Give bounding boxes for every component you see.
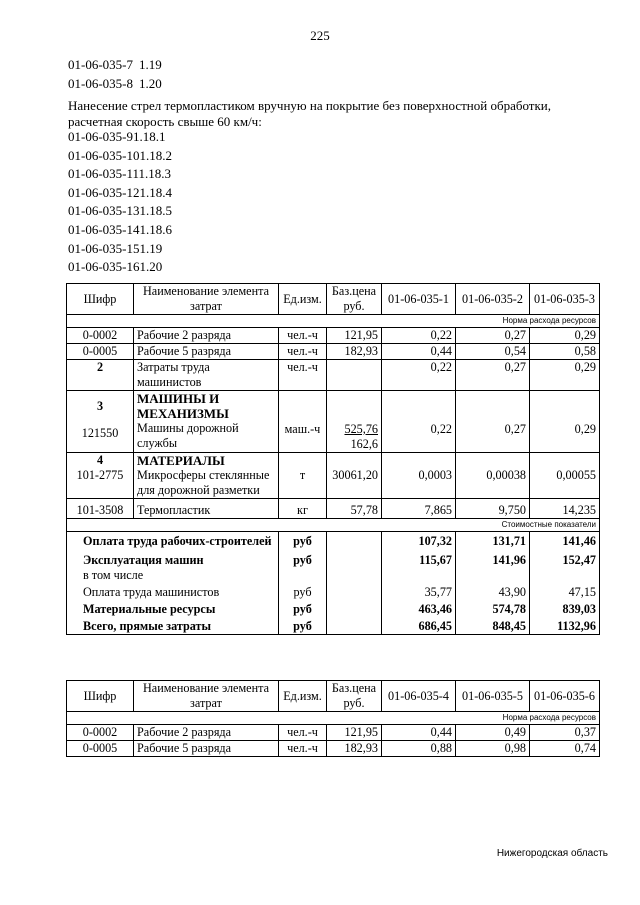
cost-value-2: 848,45 xyxy=(456,617,530,635)
cell-value-2 xyxy=(456,391,530,453)
cost-value-3 xyxy=(530,568,600,583)
cost-row xyxy=(67,532,600,550)
cell-value-1: 7,865 xyxy=(382,499,456,519)
code-line xyxy=(68,258,172,277)
cell-value-2: 0,27 xyxy=(456,360,530,391)
cost-value-2: 574,78 xyxy=(456,600,530,617)
cost-value-3: 141,46 xyxy=(530,532,600,550)
code: 01-06-035-9 xyxy=(68,129,133,144)
cell-name: Рабочие 5 разряда xyxy=(134,344,279,360)
cell-value-2 xyxy=(456,453,530,499)
cell-value-3: 0,37 xyxy=(530,725,600,741)
cell-name: Термопластик xyxy=(134,499,279,519)
cell-value-3: 0,74 xyxy=(530,741,600,757)
code-ref: 1.20 xyxy=(139,259,163,275)
cost-price xyxy=(327,532,382,550)
cell-code: 0-0005 xyxy=(67,741,134,757)
subheader-row xyxy=(67,315,600,328)
cost-unit xyxy=(279,568,327,583)
header-col-3: 01-06-035-6 xyxy=(530,681,600,712)
value: 0,29 xyxy=(574,422,596,436)
cell-value-2: 0,49 xyxy=(456,725,530,741)
cell-value-2: 0,27 xyxy=(456,328,530,344)
table-row xyxy=(67,360,600,391)
cell-name: Рабочие 2 разряда xyxy=(134,328,279,344)
value: 0,0003 xyxy=(418,468,452,482)
code-ref: 1.18.3 xyxy=(138,166,172,182)
table-row xyxy=(67,328,600,344)
cell-value-3: 0,58 xyxy=(530,344,600,360)
cost-unit: руб xyxy=(279,532,327,550)
value: 30061,20 xyxy=(332,468,378,482)
code: 01-06-035-8 xyxy=(68,75,133,91)
header-price: Баз.цена руб. xyxy=(327,284,382,315)
code: 01-06-035-11 xyxy=(68,166,139,182)
cell-value-1: 0,44 xyxy=(382,725,456,741)
value: 0,22 xyxy=(430,422,452,436)
cost-row xyxy=(67,549,600,568)
resource-table-1 xyxy=(66,283,600,635)
cost-price xyxy=(327,617,382,635)
cell-code xyxy=(67,391,134,453)
cell-value-1 xyxy=(382,391,456,453)
code-ref: 1.19 xyxy=(139,57,162,72)
cost-value-2: 43,90 xyxy=(456,583,530,600)
cost-value-2: 131,71 xyxy=(456,532,530,550)
code-line xyxy=(68,75,162,94)
cost-row xyxy=(67,600,600,617)
cell-unit: чел.-ч xyxy=(279,344,327,360)
header-col-2: 01-06-035-5 xyxy=(456,681,530,712)
table-header-row xyxy=(67,681,600,712)
cost-value-1 xyxy=(382,568,456,583)
cell-code: 0-0005 xyxy=(67,344,134,360)
cost-value-1: 686,45 xyxy=(382,617,456,635)
cost-price xyxy=(327,568,382,583)
cell-unit: кг xyxy=(279,499,327,519)
subheader-cost: Стоимостные показатели xyxy=(67,519,600,532)
table-row xyxy=(67,741,600,757)
cost-name: Оплата труда рабочих-строителей xyxy=(67,532,279,550)
code-ref: 1.18.6 xyxy=(139,221,172,237)
header-unit: Ед.изм. xyxy=(279,284,327,315)
cost-name: Эксплуатация машин xyxy=(67,549,279,568)
cell-price: 121,95 xyxy=(327,328,382,344)
cost-row xyxy=(67,617,600,635)
cell-price: 182,93 xyxy=(327,344,382,360)
code-ref: 1.19 xyxy=(139,240,163,256)
cell-value-1 xyxy=(382,453,456,499)
resource-unit: т xyxy=(299,468,306,482)
cell-value-3: 0,29 xyxy=(530,360,600,391)
footer-region: Нижегородская область xyxy=(496,848,608,859)
header-col-1: 01-06-035-4 xyxy=(382,681,456,712)
header-code: Шифр xyxy=(67,284,134,315)
cell-value-3: 0,29 xyxy=(530,328,600,344)
cell-value-1: 0,44 xyxy=(382,344,456,360)
code-list-a xyxy=(68,56,162,93)
header-unit: Ед.изм. xyxy=(279,681,327,712)
code-ref: 1.18.2 xyxy=(139,147,172,163)
cell-name xyxy=(134,453,279,499)
value: 0,00055 xyxy=(556,468,596,482)
code-line xyxy=(68,240,172,259)
cell-value-1: 0,88 xyxy=(382,741,456,757)
code-ref: 1.18.1 xyxy=(133,129,166,144)
cell-value-2: 0,98 xyxy=(456,741,530,757)
cost-unit: руб xyxy=(279,617,327,635)
cost-row xyxy=(67,568,600,583)
code: 01-06-035-10 xyxy=(68,147,140,163)
table-row xyxy=(67,453,600,499)
cell-code: 101-3508 xyxy=(67,499,134,519)
cost-value-1: 35,77 xyxy=(382,583,456,600)
table-row xyxy=(67,391,600,453)
cost-name: Оплата труда машинистов xyxy=(67,583,279,600)
code-line xyxy=(68,128,172,147)
table-row xyxy=(67,725,600,741)
table-row xyxy=(67,499,600,519)
cell-value-2: 9,750 xyxy=(456,499,530,519)
cost-unit: руб xyxy=(279,600,327,617)
cell-code xyxy=(67,453,134,499)
cell-unit xyxy=(279,391,327,453)
cell-name xyxy=(134,391,279,453)
code-ref: 1.18.4 xyxy=(139,184,172,200)
value: 0,00038 xyxy=(486,468,526,482)
cost-unit: руб xyxy=(279,549,327,568)
header-name: Наименование элемента затрат xyxy=(134,284,279,315)
price-value-1: 525,76 xyxy=(344,422,378,436)
resource-code: 121550 xyxy=(81,426,119,440)
cell-value-1: 0,22 xyxy=(382,328,456,344)
cost-name: Материальные ресурсы xyxy=(67,600,279,617)
cost-price xyxy=(327,583,382,600)
code-line xyxy=(68,165,172,184)
code: 01-06-035-12 xyxy=(68,184,140,200)
resource-name: Микросферы стеклянные для дорожной разметки xyxy=(137,468,270,497)
section-title: МАШИНЫ И МЕХАНИЗМЫ xyxy=(137,391,229,421)
cell-price: 182,93 xyxy=(327,741,382,757)
section-number: 3 xyxy=(96,399,104,413)
cell-unit: чел.-ч xyxy=(279,725,327,741)
code-line xyxy=(68,202,172,221)
resource-code: 101-2775 xyxy=(76,468,124,482)
code: 01-06-035-15 xyxy=(68,240,140,256)
code: 01-06-035-7 xyxy=(68,57,133,72)
cost-value-1: 107,32 xyxy=(382,532,456,550)
cost-name: в том числе xyxy=(67,568,279,583)
cell-code: 0-0002 xyxy=(67,328,134,344)
cell-unit: чел.-ч xyxy=(279,741,327,757)
section-description: Нанесение стрел термопластиком вручную на покрытие без поверхностной обработки, расчетная скорость свыше 60 км/ч: xyxy=(68,98,551,129)
cell-name: Затраты труда машинистов xyxy=(134,360,279,391)
section-title: МАТЕРИАЛЫ xyxy=(137,453,225,468)
cell-unit: чел.-ч xyxy=(279,328,327,344)
section-number: 4 xyxy=(96,453,104,467)
cost-value-3: 152,47 xyxy=(530,549,600,568)
code-line xyxy=(68,56,162,75)
cost-name: Всего, прямые затраты xyxy=(67,617,279,635)
cell-price xyxy=(327,360,382,391)
value: 0,27 xyxy=(504,422,526,436)
header-name: Наименование элемента затрат xyxy=(134,681,279,712)
code-line xyxy=(68,221,172,240)
cell-price xyxy=(327,453,382,499)
cost-value-2: 141,96 xyxy=(456,549,530,568)
code-ref: 1.20 xyxy=(139,75,162,91)
subheader-norm: Норма расхода ресурсов xyxy=(67,315,600,328)
header-col-2: 01-06-035-2 xyxy=(456,284,530,315)
cost-row xyxy=(67,583,600,600)
cost-value-2 xyxy=(456,568,530,583)
code-list-b xyxy=(68,128,172,277)
code-line xyxy=(68,147,172,166)
code: 01-06-035-13 xyxy=(68,203,140,219)
section-number: 2 xyxy=(96,360,104,374)
cost-unit: руб xyxy=(279,583,327,600)
page-number: 225 xyxy=(310,28,330,43)
header-code: Шифр xyxy=(67,681,134,712)
cost-value-3: 47,15 xyxy=(530,583,600,600)
resource-table-2 xyxy=(66,680,600,757)
cell-name: Рабочие 2 разряда xyxy=(134,725,279,741)
header-col-1: 01-06-035-1 xyxy=(382,284,456,315)
cell-value-3 xyxy=(530,391,600,453)
cost-value-1: 463,46 xyxy=(382,600,456,617)
cell-value-2: 0,54 xyxy=(456,344,530,360)
cell-unit: чел.-ч xyxy=(279,360,327,391)
subheader-row xyxy=(67,519,600,532)
cell-price xyxy=(327,391,382,453)
header-price: Баз.цена руб. xyxy=(327,681,382,712)
header-col-3: 01-06-035-3 xyxy=(530,284,600,315)
cell-value-3: 14,235 xyxy=(530,499,600,519)
cell-price: 57,78 xyxy=(327,499,382,519)
resource-name: Машины дорожной службы xyxy=(137,421,239,450)
cost-value-1: 115,67 xyxy=(382,549,456,568)
cost-value-3: 1132,96 xyxy=(530,617,600,635)
cell-value-3 xyxy=(530,453,600,499)
cell-code xyxy=(67,360,134,391)
cost-price xyxy=(327,549,382,568)
cell-value-1: 0,22 xyxy=(382,360,456,391)
cost-price xyxy=(327,600,382,617)
subheader-norm: Норма расхода ресурсов xyxy=(67,712,600,725)
code: 01-06-035-14 xyxy=(68,221,140,237)
code-ref: 1.18.5 xyxy=(139,203,172,219)
subheader-row xyxy=(67,712,600,725)
cell-code: 0-0002 xyxy=(67,725,134,741)
cell-unit xyxy=(279,453,327,499)
cell-price: 121,95 xyxy=(327,725,382,741)
code: 01-06-035-16 xyxy=(68,259,140,275)
price-value-2: 162,6 xyxy=(350,437,378,451)
resource-unit: маш.-ч xyxy=(284,422,321,436)
cell-name: Рабочие 5 разряда xyxy=(134,741,279,757)
cost-value-3: 839,03 xyxy=(530,600,600,617)
table-row xyxy=(67,344,600,360)
table-header-row xyxy=(67,284,600,315)
code-line xyxy=(68,184,172,203)
